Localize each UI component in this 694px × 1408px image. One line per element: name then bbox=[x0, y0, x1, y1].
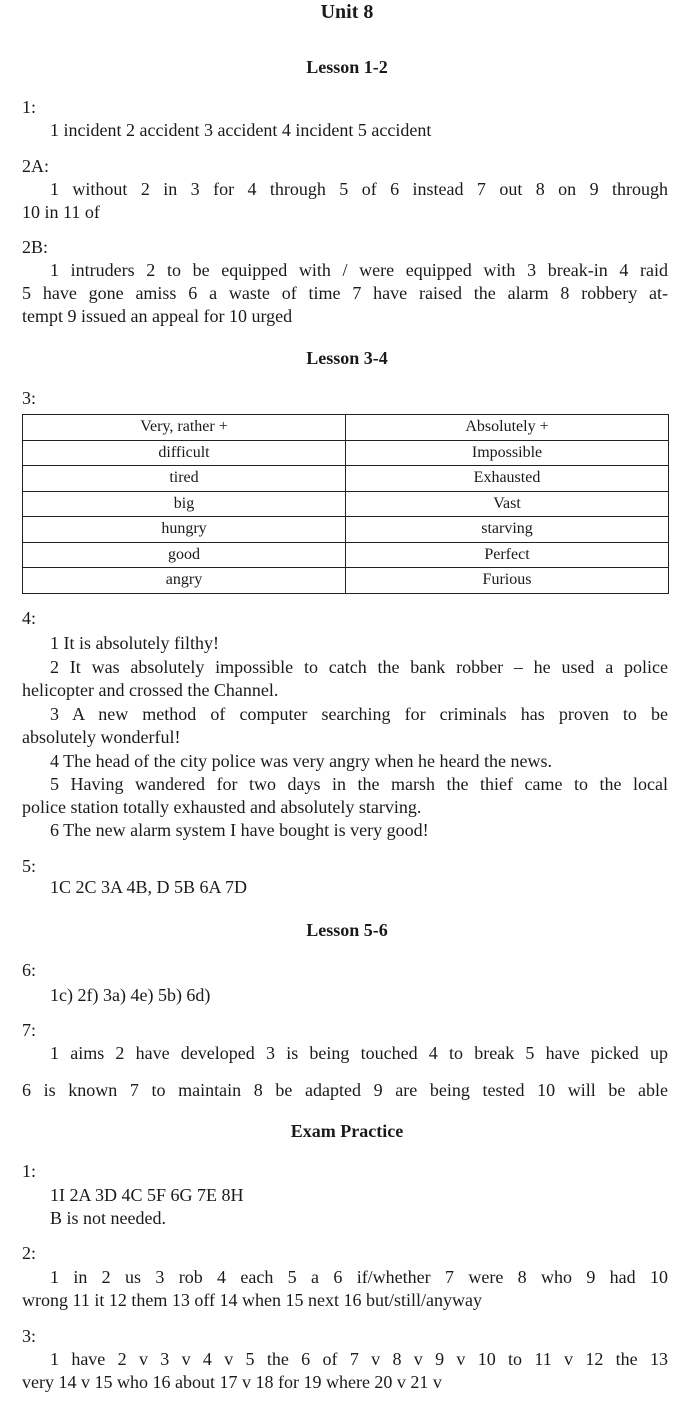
page-title: Unit 8 bbox=[320, 1, 374, 23]
exam-practice-heading: Exam Practice bbox=[290, 1121, 404, 1141]
cell: Exhausted bbox=[346, 466, 669, 492]
header-cell: Absolutely + bbox=[346, 415, 669, 441]
exercise-label: 2A: bbox=[22, 156, 49, 176]
table-row bbox=[23, 517, 669, 543]
table-row bbox=[23, 466, 669, 492]
answer-line: 3 A new method of computer searching for criminals has proven to be bbox=[50, 704, 668, 724]
answer-line: 6 is known 7 to maintain 8 be adapted 9 are being tested 10 will be able bbox=[22, 1080, 668, 1100]
answer-line: B is not needed. bbox=[50, 1208, 166, 1228]
cell: Furious bbox=[346, 568, 669, 594]
answer-line: 1C 2C 3A 4B, D 5B 6A 7D bbox=[50, 877, 248, 897]
lesson-5-6-heading: Lesson 5-6 bbox=[306, 920, 388, 940]
cell: angry bbox=[23, 568, 346, 594]
answer-line: absolutely wonderful! bbox=[22, 727, 181, 747]
exercise-label: 3: bbox=[22, 388, 37, 408]
cell: difficult bbox=[23, 440, 346, 466]
answer-line: 6 The new alarm system I have bought is very good! bbox=[50, 820, 429, 840]
table-row bbox=[23, 491, 669, 517]
answer-line: 1 It is absolutely filthy! bbox=[50, 633, 219, 653]
answer-line: 4 The head of the city police was very angry when he heard the news. bbox=[50, 751, 552, 771]
answer-line: 1 have 2 v 3 v 4 v 5 the 6 of 7 v 8 v 9 v 10 to 11 v 12 the 13 bbox=[50, 1349, 668, 1369]
cell: good bbox=[23, 542, 346, 568]
lesson-3-4-heading: Lesson 3-4 bbox=[306, 348, 388, 368]
table-header-row bbox=[23, 415, 669, 441]
answer-line: 1 without 2 in 3 for 4 through 5 of 6 instead 7 out 8 on 9 through bbox=[50, 179, 668, 199]
table-row bbox=[23, 568, 669, 594]
answer-line: 1 intruders 2 to be equipped with / were equipped with 3 break-in 4 raid bbox=[50, 260, 668, 280]
answer-line: 1c) 2f) 3a) 4e) 5b) 6d) bbox=[50, 985, 211, 1005]
cell: tired bbox=[23, 466, 346, 492]
table-row bbox=[23, 440, 669, 466]
answer-line: 1I 2A 3D 4C 5F 6G 7E 8H bbox=[50, 1185, 244, 1205]
answer-line: 2 It was absolutely impossible to catch the bank robber – he used a police bbox=[50, 657, 668, 677]
cell: Perfect bbox=[346, 542, 669, 568]
exercise-label: 4: bbox=[22, 608, 37, 628]
table-row bbox=[23, 542, 669, 568]
cell: hungry bbox=[23, 517, 346, 543]
answer-line: 5 have gone amiss 6 a waste of time 7 have raised the alarm 8 robbery at- bbox=[22, 283, 668, 303]
exercise-label: 5: bbox=[22, 856, 37, 876]
answer-line: 5 Having wandered for two days in the marsh the thief came to the local bbox=[50, 774, 668, 794]
exercise-label: 2: bbox=[22, 1243, 37, 1263]
cell: Vast bbox=[346, 491, 669, 517]
exercise-label: 6: bbox=[22, 960, 37, 980]
answer-line: 1 incident 2 accident 3 accident 4 incident 5 accident bbox=[50, 120, 432, 140]
cell: big bbox=[23, 491, 346, 517]
cell: starving bbox=[346, 517, 669, 543]
answer-line: tempt 9 issued an appeal for 10 urged bbox=[22, 306, 293, 326]
exercise-label: 3: bbox=[22, 1326, 37, 1346]
answer-line: helicopter and crossed the Channel. bbox=[22, 680, 279, 700]
answer-line: 10 in 11 of bbox=[22, 202, 100, 222]
lesson-1-2-heading: Lesson 1-2 bbox=[306, 57, 388, 77]
answer-line: wrong 11 it 12 them 13 off 14 when 15 next 16 but/still/anyway bbox=[22, 1290, 482, 1310]
answer-line: police station totally exhausted and absolutely starving. bbox=[22, 797, 422, 817]
answer-line: 1 aims 2 have developed 3 is being touched 4 to break 5 have picked up bbox=[50, 1043, 668, 1063]
header-cell: Very, rather + bbox=[23, 415, 346, 441]
exercise-label: 7: bbox=[22, 1020, 37, 1040]
answer-line: 1 in 2 us 3 rob 4 each 5 a 6 if/whether 7 were 8 who 9 had 10 bbox=[50, 1267, 668, 1287]
exercise-label: 2B: bbox=[22, 237, 49, 257]
cell: Impossible bbox=[346, 440, 669, 466]
answer-line: very 14 v 15 who 16 about 17 v 18 for 19 where 20 v 21 v bbox=[22, 1372, 442, 1392]
exercise-label: 1: bbox=[22, 97, 37, 117]
exercise-label: 1: bbox=[22, 1161, 37, 1181]
adjective-table bbox=[22, 414, 669, 594]
